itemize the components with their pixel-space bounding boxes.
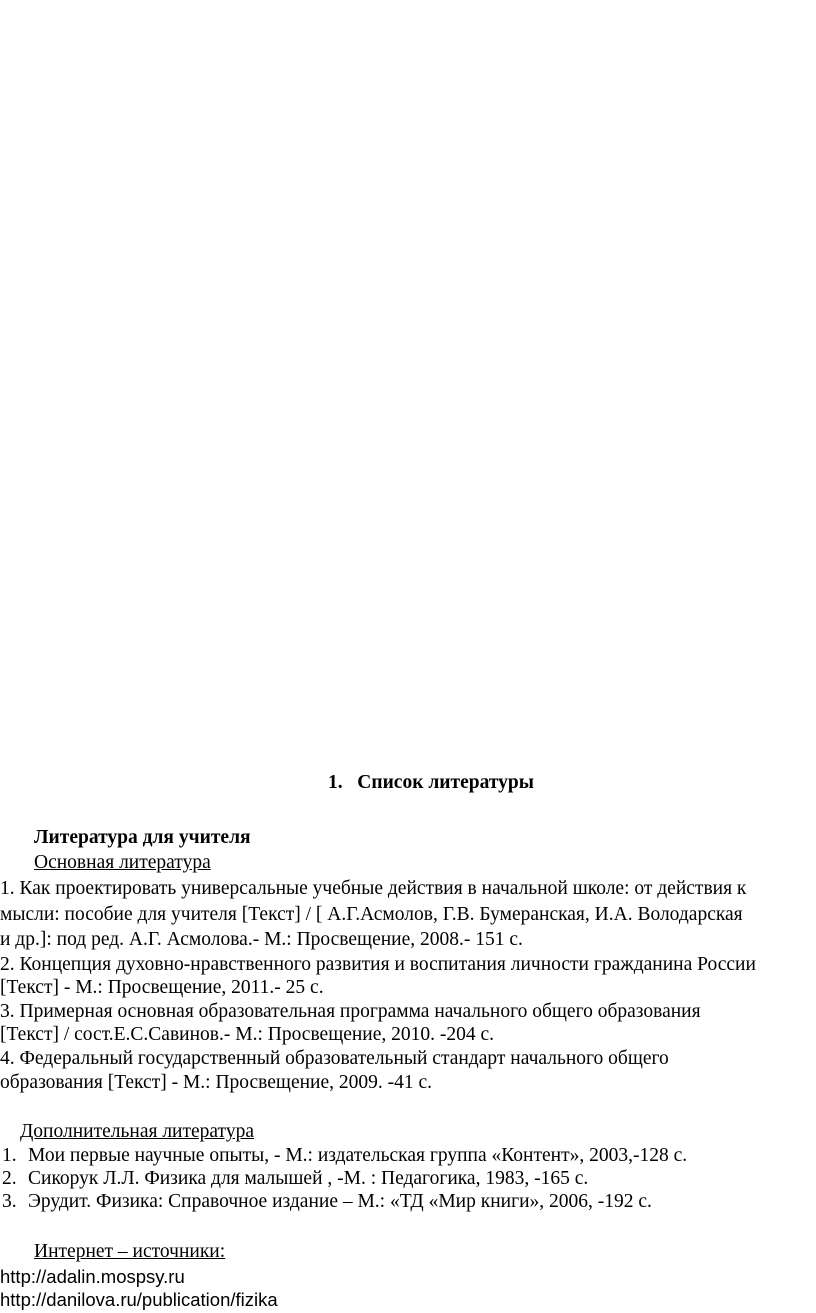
main-literature-line: 1. Как проектировать универсальные учебные действия в начальной школе: от действия к xyxy=(0,878,747,899)
item-text: Сикорук Л.Л. Физика для малышей , -М. : Педагогика, 1983, -165 с. xyxy=(28,1168,589,1189)
teacher-literature-heading: Литература для учителя xyxy=(34,827,251,848)
main-literature-line: мысли: пособие для учителя [Текст] / [ А.Г.Асмолов, Г.В. Бумеранская, И.А. Володарская xyxy=(0,904,743,925)
internet-link[interactable]: http://adalin.mospsy.ru xyxy=(0,1266,185,1287)
internet-link[interactable]: http://danilova.ru/publication/fizika xyxy=(0,1289,278,1310)
item-text: Мои первые научные опыты, - М.: издательская группа «Контент», 2003,-128 с. xyxy=(28,1145,688,1166)
section-number: 1. xyxy=(328,772,343,793)
item-number: 2. xyxy=(2,1168,17,1189)
additional-literature-item xyxy=(2,1190,652,1214)
main-literature-line: 4. Федеральный государственный образовательный стандарт начального общего xyxy=(0,1048,669,1069)
main-literature-heading: Основная литература xyxy=(34,852,211,873)
section-title-text: Список литературы xyxy=(357,772,534,793)
internet-sources-heading: Интернет – источники: xyxy=(34,1241,226,1262)
item-number: 3. xyxy=(2,1191,17,1212)
main-literature-line: [Текст] / сост.Е.С.Савинов.- М.: Просвещение, 2010. -204 с. xyxy=(0,1024,495,1045)
item-text: Эрудит. Физика: Справочное издание – М.: «ТД «Мир книги», 2006, -192 с. xyxy=(28,1191,652,1212)
additional-literature-item xyxy=(2,1167,588,1191)
additional-literature-item xyxy=(2,1144,687,1168)
section-title xyxy=(328,771,534,795)
main-literature-line: образования [Текст] - М.: Просвещение, 2009. -41 с. xyxy=(0,1072,433,1093)
additional-literature-heading: Дополнительная литература xyxy=(20,1121,254,1142)
main-literature-line: [Текст] - М.: Просвещение, 2011.- 25 с. xyxy=(0,977,324,998)
main-literature-line: и др.]: под ред. А.Г. Асмолова.- М.: Просвещение, 2008.- 151 с. xyxy=(0,929,523,950)
main-literature-line: 2. Концепция духовно-нравственного развития и воспитания личности гражданина России xyxy=(0,954,756,975)
item-number: 1. xyxy=(2,1145,17,1166)
main-literature-line: 3. Примерная основная образовательная программа начального общего образования xyxy=(0,1001,701,1022)
